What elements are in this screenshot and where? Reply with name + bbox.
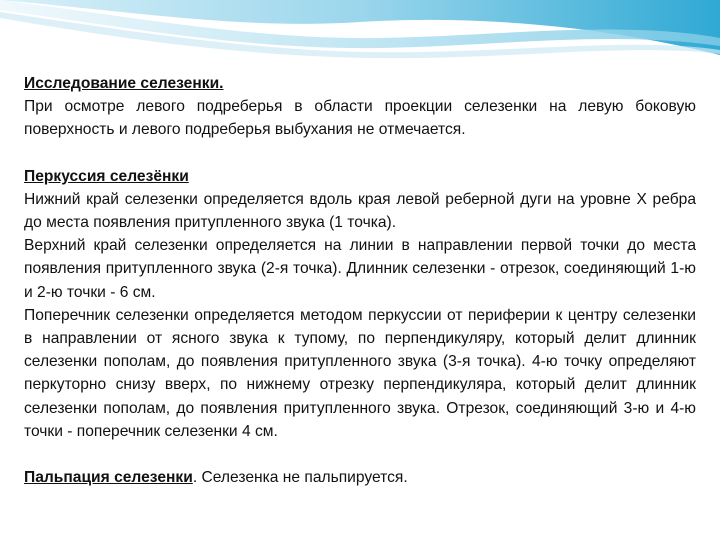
palpation-section [24, 466, 696, 489]
percussion-paragraph-2: Верхний край селезенки определяется на линии в направлении первой точки до места появления притупленного звука (2-я точка). Длинник селезенки - отрезок, соединяющий 1-ю и 2-ю точки - 6 см. [24, 237, 696, 301]
exam-title: Исследование селезенки. [24, 75, 224, 92]
percussion-paragraph-3: Поперечник селезенки определяется методом перкуссии от периферии к центру селезенки в направлении от ясного звука к тупому, по перпендикуляру, который делит длинник селезенки пополам, до появления притупленного звука (3-я точка). 4-ю точку определяют перкуторно снизу вверх, по нижнему отрезку перпендикуляра, который делит длинник селезенки пополам, до появления притупленного звука. Отрезок, соединяющий 3-ю и 4-ю точки - поперечник селезенки 4 см. [24, 306, 696, 440]
palpation-body: Селезенка не пальпируется. [197, 469, 408, 487]
document-body [24, 72, 696, 489]
exam-section [24, 72, 696, 95]
exam-body: При осмотре левого подреберья в области проекции селезенки на левую боковую поверхность и левого подреберья выбухания не отмечается. [24, 98, 696, 139]
palpation-title-period: . [192, 469, 198, 487]
palpation-title: Пальпация селезенки [24, 469, 193, 487]
percussion-paragraph-1: Нижний край селезенки определяется вдоль края левой реберной дуги на уровне X ребра до места появления притупленного звука (1 точка). [24, 190, 696, 232]
percussion-section [24, 165, 696, 188]
percussion-title: Перкуссия селезёнки [24, 167, 189, 185]
